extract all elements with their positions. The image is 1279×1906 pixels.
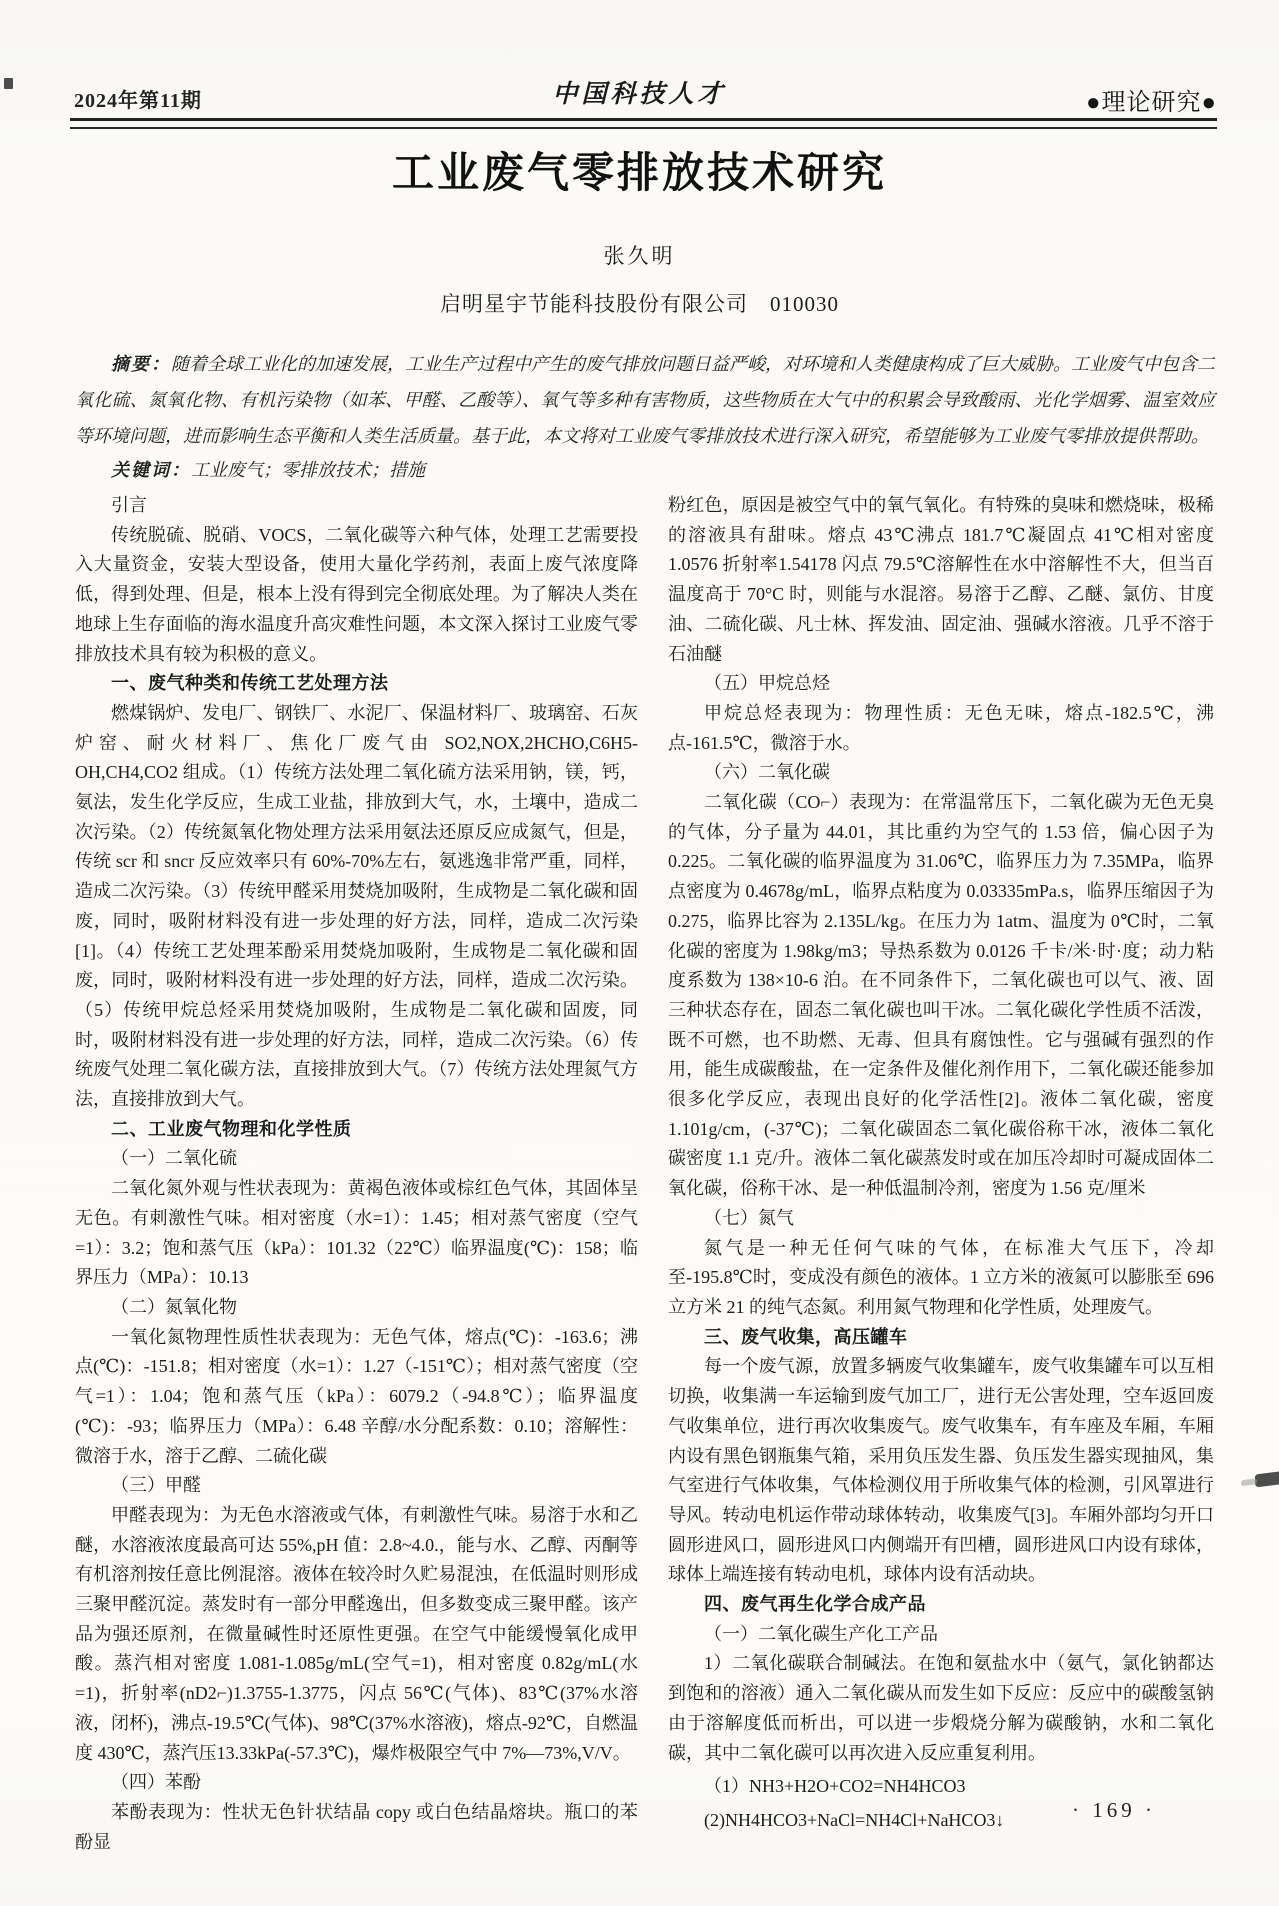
- journal-issue: 2024年第11期: [74, 90, 202, 112]
- subsection-heading: （三）甲醛: [111, 1475, 201, 1496]
- formula-line: （1）NH3+H2O+CO2=NH4HCO3: [704, 1776, 966, 1797]
- paragraph: 传统脱硫、脱硝、VOCS，二氧化碳等六种气体，处理工艺需要投入大量资金，安装大型设备，使用大量化学药剂，表面上废气浓度降低，得到处理、但是，根本上没有得到完全彻底处理。为了解决人类在地球上生存面临的海水温度升高灾难性问题，本文深入探讨工业废气零排放技术具有较为积极的意义。: [75, 524, 638, 664]
- abstract-label: 摘要：: [111, 354, 171, 374]
- paragraph: 二氧化氮外观与性状表现为：黄褐色液体或棕红色气体，其固体呈无色。有刺激性气味。相对密度（水=1）：1.45；相对蒸气密度（空气=1）：3.2；饱和蒸气压（kPa）：101.32（22℃）临界温度(℃)：158；临界压力（MPa）：10.13: [75, 1178, 638, 1288]
- subsection-heading: （四）苯酚: [111, 1772, 201, 1793]
- subsection-heading: （一）二氧化碳生产化工产品: [704, 1623, 938, 1644]
- header-rule: [70, 118, 1217, 129]
- section-heading: 二、工业废气物理和化学性质: [111, 1118, 352, 1139]
- scan-speck: [4, 78, 13, 89]
- section-label: ●理论研究●: [1086, 90, 1217, 116]
- paragraph: 一氧化氮物理性质性状表现为：无色气体，熔点(℃)：-163.6；沸点(℃)：-151.8；相对密度（水=1）：1.27（-151℃）；相对蒸气密度（空气=1）：1.04；饱和蒸气压（kPa）：6079.2（-94.8℃）；临界温度(℃)：-93；临界压力（MPa）：6.48 辛醇/水分配系数：0.10；溶解性：微溶于水，溶于乙醇、二硫化碳: [75, 1326, 638, 1466]
- body-column-left: [75, 491, 638, 1857]
- paragraph: 苯酚表现为：性状无色针状结晶 copy 或白色结晶熔块。瓶口的苯酚显: [75, 1801, 638, 1852]
- page-number: · 169 ·: [1072, 1798, 1156, 1822]
- article-title: 工业废气零排放技术研究: [391, 151, 887, 197]
- subsection-heading: （六）二氧化碳: [704, 762, 830, 783]
- keywords: [75, 452, 1215, 488]
- section-heading: 一、废气种类和传统工艺处理方法: [111, 673, 389, 694]
- paragraph: 燃煤锅炉、发电厂、钢铁厂、水泥厂、保温材料厂、玻璃窑、石灰炉窑、耐火材料厂、焦化厂废气由 SO2,NOX,2HCHO,C6H5-OH,CH4,CO2 组成。（1）传统方法处理二氧化硫方法采用钠，镁，钙，氨法，发生化学反应，生成工业盐，排放到大气，水，土壤中，造成二次污染。（2）传统氮氧化物处理方法采用氨法还原反应成氮气，但是，传统 scr 和 sncr 反应效率只有 60%-70%左右，氨逃逸非常严重，同样，造成二次污染。（3）传统甲醛采用焚烧加吸附，生成物是二氧化碳和固废，同时，吸附材料没有进一步处理的好方法，同样，造成二次污染[1]。（4）传统工艺处理苯酚采用焚烧加吸附，生成物是二氧化碳和固废，同时，吸附材料没有进一步处理的好方法，同样，造成二次污染。（5）传统甲烷总烃采用焚烧加吸附，生成物是二氧化碳和固废，同时，吸附材料没有进一步处理的好方法，同样，造成二次污染。（6）传统废气处理二氧化碳方法，直接排放到大气。（7）传统方法处理氮气方法，直接排放到大气。: [75, 702, 638, 1110]
- journal-name: 中国科技人才: [552, 81, 727, 108]
- paragraph: 甲烷总烃表现为：物理性质：无色无味，熔点-182.5℃，沸点-161.5℃，微溶于水。: [668, 702, 1214, 753]
- subsection-heading: （七）氮气: [704, 1207, 794, 1228]
- scan-artifact-mark: [1255, 1472, 1279, 1488]
- subsection-heading: （二）氮氧化物: [111, 1296, 237, 1317]
- keywords-label: 关键词：: [111, 460, 191, 480]
- paragraph: 二氧化碳（CO⌐）表现为：在常温常压下，二氧化碳为无色无臭的气体，分子量为 44.01，其比重约为空气的 1.53 倍，偏心因子为 0.225。二氧化碳的临界温度为 31.06℃，临界压力为 7.35MPa，临界点密度为 0.4678g/mL，临界点粘度为 0.03335mPa.s，临界压缩因子为 0.275，临界比容为 2.135L/kg。在压力为 1atm、温度为 0℃时，二氧化碳的密度为 1.98kg/m3；导热系数为 0.0126 千卡/米·时·度；动力粘度系数为 138×10-6 泊。在不同条件下，二氧化碳也可以气、液、固三种状态存在，固态二氧化碳也叫干冰。二氧化碳化学性质不活泼，既不可燃，也不助燃、无毒、但具有腐蚀性。它与强碱有强烈的作用，能生成碳酸盐，在一定条件及催化剂作用下，二氧化碳还能参加很多化学反应，表现出良好的化学活性[2]。液体二氧化碳，密度 1.101g/cm，(-37℃)；二氧化碳固态二氧化碳俗称干冰，液体二氧化碳密度 1.1 克/升。液体二氧化碳蒸发时或在加压冷却时可凝成固体二氧化碳，俗称干冰、是一种低温制冷剂，密度为 1.56 克/厘米: [668, 792, 1214, 1199]
- body-column-right: [668, 491, 1214, 1836]
- section-heading: 三、废气收集，高压罐车: [704, 1326, 908, 1347]
- subsection-heading: 引言: [111, 495, 147, 515]
- keywords-text: 工业废气；零排放技术；措施: [191, 460, 425, 480]
- paragraph-continued: 粉红色，原因是被空气中的氧气氧化。有特殊的臭味和燃烧味，极稀的溶液具有甜味。熔点 43℃沸点 181.7℃凝固点 41℃相对密度 1.0576 折射率1.54178 闪点 79.5℃溶解性在水中溶解性不大，但当百温度高于 70°C 时，则能与水混溶。易溶于乙醇、乙醚、氯仿、甘度油、二硫化碳、凡士林、挥发油、固定油、强碱水溶液。几乎不溶于石油醚: [668, 495, 1214, 664]
- subsection-heading: （五）甲烷总烃: [704, 673, 830, 694]
- subsection-heading: （一）二氧化硫: [111, 1148, 237, 1169]
- paragraph: 1）二氧化碳联合制碱法。在饱和氨盐水中（氨气，氯化钠都达到饱和的溶液）通入二氧化碳从而发生如下反应：反应中的碳酸氢钠由于溶解度低而析出，可以进一步煅烧分解为碳酸钠，水和二氧化碳，其中二氧化碳可以再次进入反应重复利用。: [668, 1653, 1214, 1763]
- paragraph: 每一个废气源，放置多辆废气收集罐车，废气收集罐车可以互相切换，收集满一车运输到废气加工厂，进行无公害处理，空车返回废气收集单位，进行再次收集废气。废气收集车，有车座及车厢，车厢内设有黑色钢瓶集气箱，采用负压发生器、负压发生器实现抽风，集气室进行气体收集，气体检测仪用于所收集气体的检测，引风罩进行导风。转动电机运作带动球体转动，收集废气[3]。车厢外部均匀开口圆形进风口，圆形进风口内侧端开有凹槽，圆形进风口内设有球体，球体上端连接有转动电机，球体内设有活动块。: [668, 1356, 1214, 1585]
- author-name: 张久明: [603, 244, 676, 268]
- formula-line: (2)NH4HCO3+NaCl=NH4Cl+NaHCO3↓: [704, 1809, 1005, 1830]
- author-affiliation: 启明星宇节能科技股份有限公司 010030: [440, 292, 839, 316]
- section-heading: 四、废气再生化学合成产品: [704, 1594, 926, 1615]
- abstract: [75, 346, 1215, 454]
- paragraph: 甲醛表现为：为无色水溶液或气体，有刺激性气味。易溶于水和乙醚，水溶液浓度最高可达 55%,pH 值：2.8~4.0.，能与水、乙醇、丙酮等有机溶剂按任意比例混溶。液体在较冷时久贮易混浊，在低温时则形成三聚甲醛沉淀。蒸发时有一部分甲醛逸出，但多数变成三聚甲醛。该产品为强还原剂，在微量碱性时还原性更强。在空气中能缓慢氧化成甲酸。蒸汽相对密度 1.081-1.085g/mL(空气=1)，相对密度 0.82g/mL(水=1)，折射率(nD2⌐)1.3755-1.3775，闪点 56℃(气体)、83℃(37%水溶液，闭杯)，沸点-19.5℃(气体)、98℃(37%水溶液)，熔点-92℃，自燃温度 430℃，蒸汽压13.33kPa(-57.3℃)，爆炸极限空气中 7%—73%,V/V。: [75, 1504, 638, 1763]
- paragraph: 氮气是一种无任何气味的气体，在标准大气压下，冷却至-195.8℃时，变成没有颜色的液体。1 立方米的液氮可以膨胀至 696 立方米 21 的纯气态氮。利用氮气物理和化学性质，处理废气。: [668, 1237, 1214, 1317]
- abstract-text: 随着全球工业化的加速发展，工业生产过程中产生的废气排放问题日益严峻，对环境和人类健康构成了巨大威胁。工业废气中包含二氧化硫、氮氧化物、有机污染物（如苯、甲醛、乙酸等）、氧气等多种有害物质，这些物质在大气中的积累会导致酸雨、光化学烟雾、温室效应等环境问题，进而影响生态平衡和人类生活质量。基于此，本文将对工业废气零排放技术进行深入研究，希望能够为工业废气零排放提供帮助。: [75, 354, 1215, 446]
